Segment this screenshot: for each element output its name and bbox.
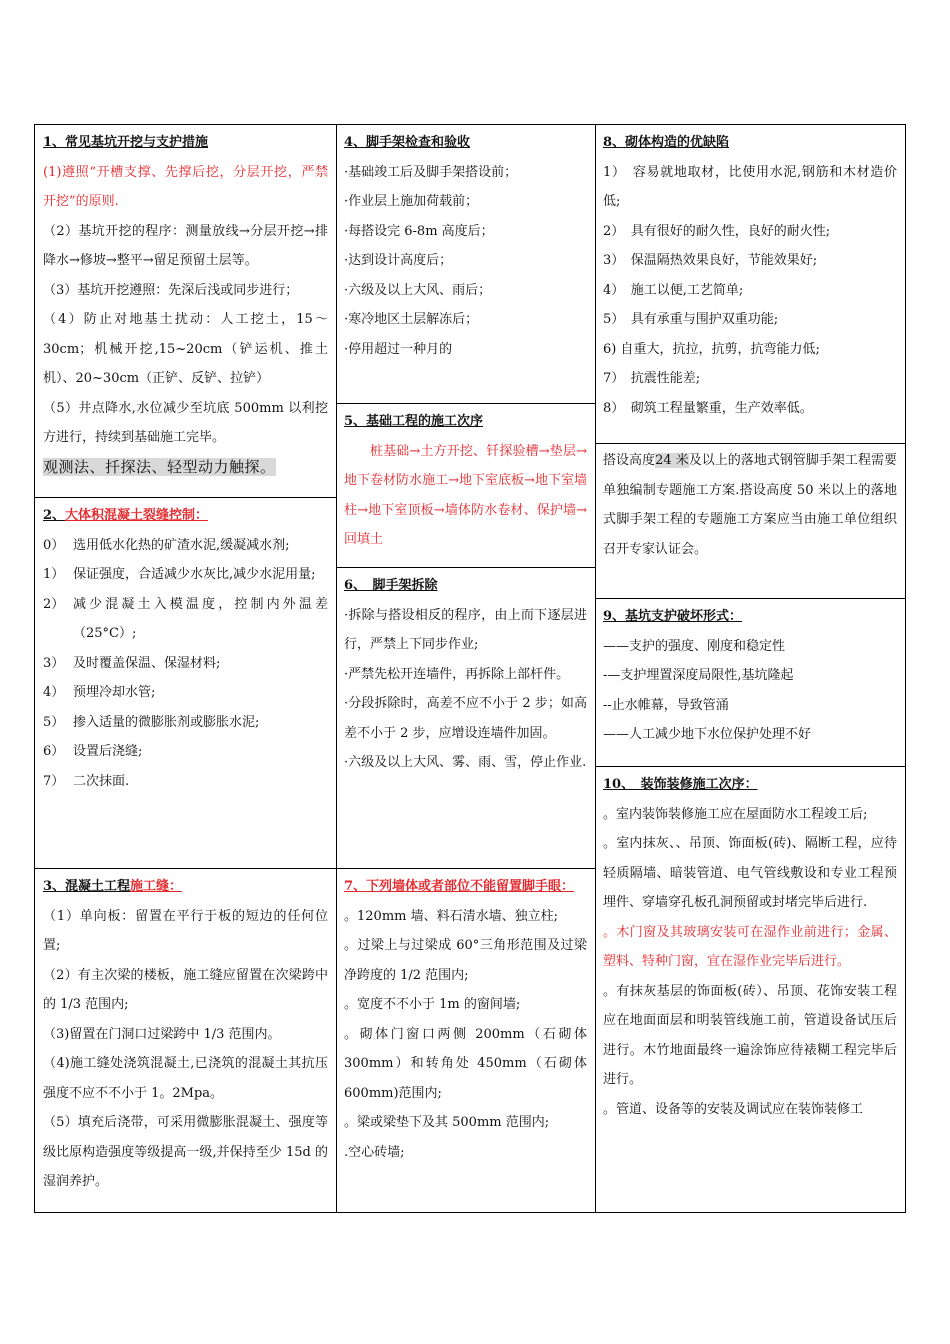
section-9-title: 9、基坑支护破坏形式：: [603, 609, 743, 624]
section-5-title: 5、基础工程的施工次序: [344, 414, 484, 429]
section-5-body: 桩基础→土方开挖、钎探验槽→垫层→地下卷材防水施工→地下室底板→地下室墙柱→地下室顶板→墙体防水卷材、保护墙→回填土: [344, 443, 587, 547]
scaffold-note: [595, 443, 905, 598]
list-item: 预埋冷却水管;: [73, 685, 156, 700]
section-3-p3: （3)留置在门洞口过梁跨中 1/3 范围内。: [43, 1026, 281, 1042]
note-highlight: 24 米: [655, 453, 689, 468]
section-6: [336, 567, 595, 868]
list-item: ·每搭设完 6-8m 高度后；: [344, 223, 494, 239]
section-3-p5: （5）填充后浇带，可采用微膨胀混凝土、强度等级比原构造强度等级提高一级,并保持至少 15d 的湿润养护。: [43, 1115, 328, 1189]
list-item: ·基础竣工后及脚手架搭设前；: [344, 164, 518, 180]
section-7-p6: .空心砖墙;: [344, 1144, 405, 1160]
section-1-p5: （5）井点降水,水位减少至坑底 500mm 以利挖方进行，持续到基础施工完毕。: [43, 400, 328, 445]
section-2: [35, 497, 336, 868]
section-6-p4: ·六级及以上大风、雾、雨、雪，停止作业.: [344, 755, 587, 770]
list-item: 二次抹面.: [73, 773, 130, 789]
section-1: [35, 125, 336, 497]
section-1-p4: （4）防止对地基土扰动：人工挖土，15～30cm；机械开挖,15~20cm（铲运机、推土机）、20~30cm（正铲、反铲、拉铲）: [43, 312, 328, 386]
list-item: 7） 抗震性能差;: [603, 371, 701, 386]
section-10-title: 10、 装饰装修施工次序：: [603, 777, 758, 792]
column-1: [35, 125, 337, 1212]
section-7-p4: 。砌体门窗口两侧 200mm（石砌体 300mm）和转角处 450mm（石砌体 600mm)范围内;: [344, 1026, 587, 1101]
section-7-p3: 。宽度不不小于 1m 的窗间墙;: [344, 997, 521, 1012]
section-10-p1: 。室内装饰装修施工应在屋面防水工程竣工后;: [603, 806, 868, 822]
notes-table: [34, 124, 906, 1213]
section-3-p4: （4)施工缝处浇筑混凝土,已浇筑的混凝土其抗压强度不应不不小于 1。2Mpa。: [43, 1056, 328, 1101]
list-item: 保证强度，合适减少水灰比,减少水泥用量;: [73, 567, 316, 582]
list-item: 减少混凝土入模温度，控制内外温差（25°C）;: [73, 596, 328, 641]
section-4: [336, 125, 595, 403]
section-10-p3: 。木门窗及其玻璃安装可在湿作业前进行；金属、塑料、特种门窗，宜在湿作业完毕后进行。: [603, 924, 897, 969]
list-item: 设置后浇缝;: [73, 744, 143, 759]
list-item: 5） 具有承重与围护双重功能;: [603, 312, 779, 327]
list-item: ·达到设计高度后；: [344, 253, 453, 268]
section-1-highlight: 观测法、扦探法、轻型动力触探。: [43, 457, 276, 476]
list-item: 6) 自重大，抗拉，抗剪，抗弯能力低;: [603, 341, 820, 357]
section-9: [595, 598, 905, 766]
list-item: 掺入适量的微膨胀剂或膨胀水泥;: [73, 714, 260, 730]
list-item: ·停用超过一种月的: [344, 341, 453, 357]
list-item: ——人工减少地下水位保护处理不好: [603, 727, 812, 742]
list-number: 6）: [43, 744, 65, 759]
section-2-title: 大体积混凝土裂缝控制：: [65, 508, 209, 523]
section-6-p1: ·拆除与搭设相反的程序，由上而下逐层进行，严禁上下同步作业;: [344, 607, 587, 652]
section-7-title: 7、下列墙体或者部位不能留置脚手眼：: [344, 879, 575, 894]
section-3-p2: （2）有主次梁的楼板，施工缝应留置在次梁跨中的 1/3 范围内;: [43, 967, 328, 1012]
list-number: 4）: [43, 685, 65, 700]
section-6-title: 6、 脚手架拆除: [344, 578, 438, 593]
list-item: -—支护埋置深度局限性,基坑隆起: [603, 668, 794, 683]
section-7-p1: 。120mm 墙、料石清水墙、独立柱;: [344, 908, 558, 924]
section-3-title-num: 3、混凝土工程: [43, 879, 131, 894]
column-3: [595, 125, 905, 1212]
list-number: 1）: [43, 567, 65, 582]
section-4-title: 4、脚手架检查和验收: [344, 135, 471, 150]
section-1-title: 1、常见基坑开挖与支护措施: [43, 135, 209, 150]
section-1-p1: (1)遵照“开槽支撑、先撑后挖，分层开挖，严禁开挖”的原则.: [43, 164, 328, 209]
list-number: 7）: [43, 773, 65, 789]
section-10-p4: 。有抹灰基层的饰面板(砖）、吊顶、花饰安装工程应在地面面层和明装管线施工前，管道设备试压后进行。木竹地面最终一遍涂饰应待裱糊工程完毕后进行。: [603, 983, 897, 1087]
section-7-p5: 。梁或梁垫下及其 500mm 范围内;: [344, 1115, 550, 1130]
section-3-p1: （1）单向板：留置在平行于板的短边的任何位置;: [43, 908, 328, 953]
section-8: [595, 125, 905, 443]
section-7: [336, 868, 595, 1212]
list-number: 2）: [43, 596, 65, 612]
section-8-title: 8、砌体构造的优缺陷: [603, 135, 730, 150]
section-6-p2: ·严禁先松开连墙件，再拆除上部杆件。: [344, 666, 570, 682]
list-item: 及时覆盖保温、保湿材料;: [73, 655, 221, 671]
section-5: [336, 403, 595, 567]
list-number: 0）: [43, 537, 65, 553]
list-item: ·六级及以上大风、雨后；: [344, 282, 492, 298]
list-number: 5）: [43, 714, 65, 730]
list-item: 8） 砌筑工程量繁重，生产效率低。: [603, 400, 813, 416]
list-item: 选用低水化热的矿渣水泥,缓凝减水剂;: [73, 537, 290, 553]
section-1-p2: （2）基坑开挖的程序：测量放线→分层开挖→排降水→修坡→整平→留足预留土层等。: [43, 223, 328, 268]
section-10-p5: 。管道、设备等的安装及调试应在装饰装修工: [603, 1101, 864, 1117]
section-10-p2: 。室内抹灰、、吊顶、饰面板(砖)、隔断工程，应待轻质隔墙、暗装管道、电气管线敷设和专业工程预埋件、穿墙穿孔板孔洞预留或封堵完毕后进行.: [603, 836, 897, 910]
column-2: [336, 125, 596, 1212]
section-7-p2: 。过梁上与过梁成 60°三角形范围及过梁净跨度的 1/2 范围内;: [344, 938, 587, 983]
section-2-title-num: 2、: [43, 508, 66, 523]
list-item: ——支护的强度、刚度和稳定性: [603, 638, 786, 654]
note-text-pre: 搭设高度: [603, 453, 656, 468]
section-6-p3: ·分段拆除时，高差不应不小于 2 步；如高差不小于 2 步，应增设连墙件加固。: [344, 696, 587, 741]
list-item: 2） 具有很好的耐久性，良好的耐火性;: [603, 223, 831, 239]
section-1-p3: （3）基坑开挖遵照：先深后浅或同步进行；: [43, 282, 299, 298]
list-item: --止水帷幕，导致管涌: [603, 697, 729, 713]
list-item: ·作业层上施加荷载前；: [344, 194, 479, 209]
section-10: [595, 766, 905, 1212]
section-3: [35, 868, 336, 1212]
note-text-post: 及以上的落地式钢管脚手架工程需要单独编制专题施工方案.搭设高度 50 米以上的落地式脚手架工程的专题施工方案应当由施工单位组织召开专家认证会。: [603, 453, 897, 557]
list-item: 3） 保温隔热效果良好，节能效果好;: [603, 253, 818, 268]
list-number: 3）: [43, 655, 65, 671]
list-item: 1） 容易就地取材，比使用水泥,钢筋和木材造价低;: [603, 164, 897, 209]
list-item: 4） 施工以便,工艺简单;: [603, 282, 744, 298]
section-3-title: 施工缝：: [130, 879, 183, 894]
list-item: ·寒冷地区土层解冻后；: [344, 312, 479, 327]
